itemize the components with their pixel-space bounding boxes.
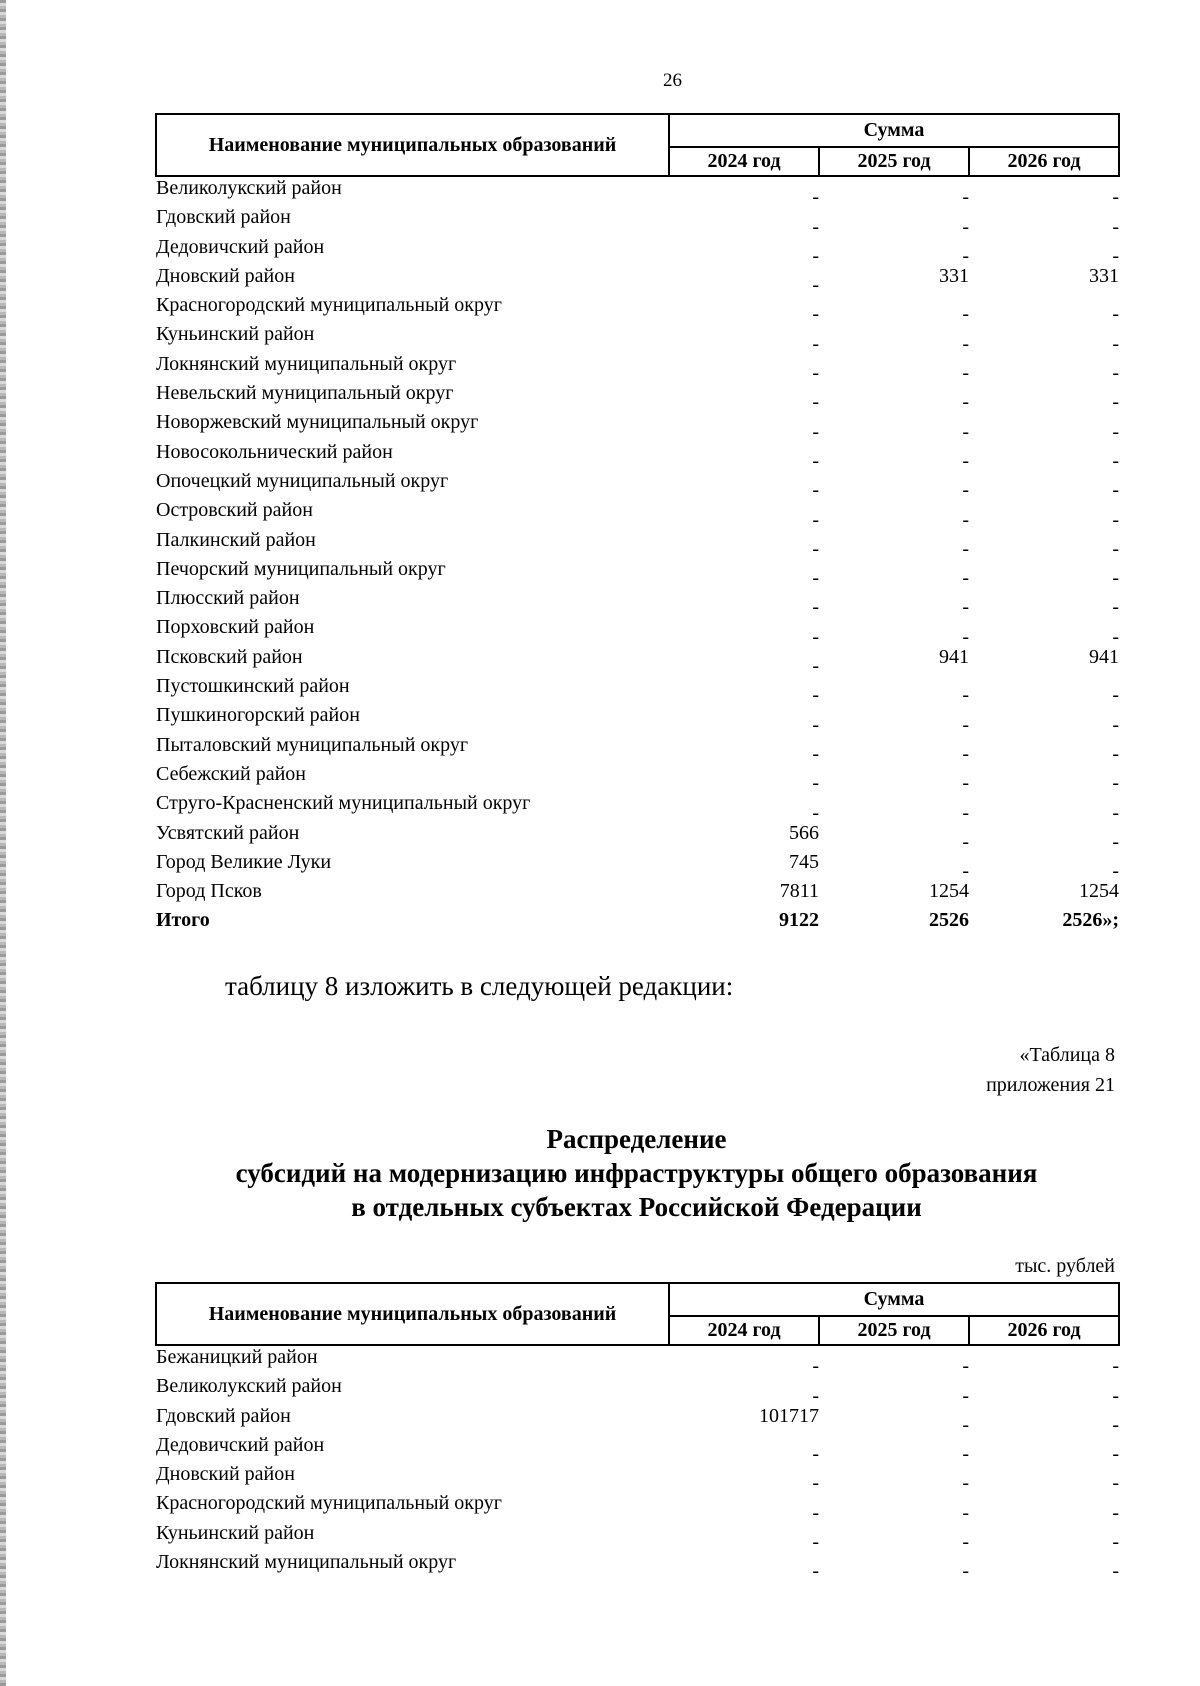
amount-2026: - [1112, 713, 1120, 736]
amount-2026: - [1112, 420, 1120, 443]
amount-2025: 941 [939, 645, 969, 668]
table-row [156, 675, 1119, 704]
header-name-column: Наименование муниципальных образований [156, 1283, 669, 1345]
table-row [156, 616, 1119, 645]
table-row [156, 646, 1119, 675]
amount-2025: 331 [939, 264, 969, 287]
table-2 [155, 1282, 1120, 1583]
amount-2025: - [962, 742, 969, 765]
amount-2026: - [1112, 742, 1120, 765]
amount-2024: - [812, 449, 819, 472]
amount-2024: - [812, 420, 819, 443]
amount-2026: - [1112, 772, 1120, 795]
amount-2026: - [1112, 1560, 1120, 1583]
amount-2026: - [1112, 567, 1120, 590]
amount-2026: - [1112, 508, 1120, 531]
header-year-2025: 2025 год [819, 1316, 969, 1345]
municipality-name: Порховский район [156, 616, 315, 639]
table-row [156, 1375, 1119, 1404]
amount-2026: 941 [1089, 645, 1120, 668]
table-row [156, 558, 1119, 587]
table-1 [155, 113, 1120, 939]
municipality-name: Куньинский район [156, 323, 315, 346]
table-row [156, 323, 1119, 352]
amount-2024: - [812, 508, 819, 531]
amount-2026: - [1112, 684, 1120, 707]
municipality-name: Палкинский район [156, 528, 316, 551]
amount-2024: 745 [789, 850, 819, 873]
amount-2025: 2526 [929, 909, 969, 932]
header-name-column: Наименование муниципальных образований [156, 114, 669, 176]
amount-2026: - [1112, 1501, 1120, 1524]
amount-2024: - [812, 684, 819, 707]
section-heading [155, 1122, 1118, 1224]
table-row [156, 265, 1119, 294]
amount-2026: - [1112, 537, 1120, 560]
amount-2024: - [812, 655, 819, 678]
units-label: тыс. рублей [1015, 1255, 1115, 1277]
municipality-name: Дновский район [156, 1463, 295, 1486]
table-label-line-2: приложения 21 [986, 1074, 1115, 1096]
heading-line-2: субсидий на модернизацию инфраструктуры общего образования [235, 1158, 1038, 1188]
header-sum: Сумма [669, 114, 1119, 147]
amount-2024: - [812, 332, 819, 355]
table-label-line-1: «Таблица 8 [1019, 1044, 1115, 1066]
amount-2024: - [812, 742, 819, 765]
table-row [156, 206, 1119, 235]
amount-2025: - [962, 1472, 969, 1495]
amount-2025: - [962, 420, 969, 443]
amount-2026: - [1112, 1384, 1120, 1407]
amount-2024: - [812, 1443, 819, 1466]
amount-2026: - [1112, 1472, 1120, 1495]
table-row [156, 176, 1119, 206]
municipality-name: Новосокольнический район [156, 440, 393, 463]
table-row [156, 587, 1119, 616]
heading-line-1: Распределение [546, 1124, 727, 1154]
table-row [156, 382, 1119, 411]
amount-2026: - [1112, 1443, 1120, 1466]
municipality-name: Пыталовский муниципальный округ [156, 733, 469, 756]
instruction-text: таблицу 8 изложить в следующей редакции: [225, 971, 734, 1001]
municipality-name: Невельский муниципальный округ [156, 382, 454, 405]
amount-2024: - [812, 625, 819, 648]
amount-2024: 9122 [779, 909, 819, 932]
municipality-name: Бежаницкий район [156, 1346, 318, 1368]
amount-2026: - [1112, 801, 1120, 824]
header-year-2026: 2026 год [969, 147, 1119, 176]
amount-2025: - [962, 1560, 969, 1583]
amount-2026: - [1112, 479, 1120, 502]
municipality-name: Город Великие Луки [156, 850, 332, 873]
amount-2024: - [812, 537, 819, 560]
amount-2025: 1254 [929, 880, 969, 903]
table-2-body [156, 1345, 1120, 1583]
header-year-2025: 2025 год [819, 147, 969, 176]
amount-2026: 1254 [1079, 880, 1120, 903]
amount-2024: - [812, 713, 819, 736]
table-row [156, 704, 1119, 733]
amount-2026: - [1112, 1531, 1120, 1554]
amount-2025: - [962, 186, 969, 209]
amount-2024: - [812, 479, 819, 502]
amount-2026: - [1112, 303, 1120, 326]
amount-2025: - [962, 772, 969, 795]
amount-2026: 331 [1089, 264, 1120, 287]
amount-2024: - [812, 1531, 819, 1554]
amount-2024: - [812, 1501, 819, 1524]
header-year-2024: 2024 год [669, 147, 819, 176]
table-label [986, 1040, 1115, 1100]
municipality-name: Красногородский муниципальный округ [156, 294, 502, 317]
amount-2025: - [962, 830, 969, 853]
amount-2025: - [962, 362, 969, 385]
page-number: 26 [663, 70, 682, 91]
table-row [156, 294, 1119, 323]
amount-2024: - [812, 1472, 819, 1495]
table-row [156, 499, 1119, 528]
municipality-name: Печорский муниципальный округ [156, 557, 446, 580]
table-row [156, 1551, 1119, 1580]
header-year-2024: 2024 год [669, 1316, 819, 1345]
amount-2025: - [962, 508, 969, 531]
amount-2024: 566 [789, 821, 819, 844]
table-row [156, 470, 1119, 499]
amount-2024: - [812, 1384, 819, 1407]
municipality-name: Гдовский район [156, 206, 291, 229]
municipality-name: Гдовский район [156, 1404, 291, 1427]
table-row [156, 734, 1119, 763]
header-sum: Сумма [669, 1283, 1119, 1316]
amount-2025: - [962, 684, 969, 707]
amount-2025: - [962, 303, 969, 326]
table-row [156, 763, 1119, 792]
amount-2024: - [812, 391, 819, 414]
table-row [156, 1345, 1119, 1375]
amount-2025: - [962, 479, 969, 502]
municipality-name: Плюсский район [156, 587, 300, 610]
table-row [156, 851, 1119, 880]
amount-2024: 101717 [759, 1404, 819, 1427]
header-year-2026: 2026 год [969, 1316, 1119, 1345]
amount-2026: - [1112, 1355, 1120, 1378]
amount-2024: - [812, 1560, 819, 1583]
amount-2025: - [962, 625, 969, 648]
table-1-body [156, 176, 1119, 939]
amount-2026: - [1112, 449, 1120, 472]
amount-2024: - [812, 801, 819, 824]
amount-2025: - [962, 391, 969, 414]
amount-2025: - [962, 215, 969, 238]
municipality-name: Пушкиногорский район [156, 704, 360, 727]
heading-line-3: в отдельных субъектах Российской Федерации [351, 1192, 922, 1222]
amount-2026: - [1112, 215, 1120, 238]
municipality-name: Итого [156, 909, 210, 932]
amount-2025: - [962, 860, 969, 883]
table-row [156, 441, 1119, 470]
amount-2024: - [812, 244, 819, 267]
amount-2026: - [1112, 391, 1120, 414]
municipality-name: Опочецкий муниципальный округ [156, 469, 449, 492]
municipality-name: Дновский район [156, 264, 295, 287]
table-row [156, 1522, 1119, 1551]
table-row [156, 529, 1119, 558]
amount-2024: - [812, 215, 819, 238]
amount-2026: - [1112, 860, 1120, 883]
amount-2025: - [962, 1531, 969, 1554]
amount-2024: - [812, 303, 819, 326]
amount-2026: - [1112, 830, 1120, 853]
municipality-name: Красногородский муниципальный округ [156, 1492, 502, 1515]
amount-2024: 7811 [779, 880, 819, 903]
amount-2024: - [812, 1355, 819, 1378]
municipality-name: Великолукский район [156, 1375, 342, 1398]
amount-2026: 2526»; [1062, 909, 1120, 932]
municipality-name: Дедовичский район [156, 1433, 325, 1456]
amount-2026: - [1112, 186, 1120, 209]
amount-2026: - [1112, 244, 1120, 267]
municipality-name: Себежский район [156, 762, 306, 785]
municipality-name: Город Псков [156, 880, 262, 903]
table-row [156, 880, 1119, 909]
municipality-name: Пустошкинский район [156, 675, 350, 698]
amount-2025: - [962, 567, 969, 590]
municipality-name: Новоржевский муниципальный округ [156, 411, 479, 434]
municipality-name: Островский район [156, 499, 313, 522]
table-row [156, 1463, 1119, 1492]
municipality-name: Струго-Красненский муниципальный округ [156, 792, 531, 815]
amount-2025: - [962, 537, 969, 560]
table-row [156, 236, 1119, 265]
amount-2024: - [812, 186, 819, 209]
municipality-name: Локнянский муниципальный округ [156, 1551, 457, 1574]
table-row [156, 1434, 1119, 1463]
amount-2026: - [1112, 625, 1120, 648]
amount-2025: - [962, 1501, 969, 1524]
amount-2026: - [1112, 362, 1120, 385]
amount-2025: - [962, 1355, 969, 1378]
amount-2025: - [962, 1443, 969, 1466]
table-row [156, 1405, 1119, 1434]
amount-2024: - [812, 596, 819, 619]
table-row [156, 411, 1119, 440]
amount-2024: - [812, 274, 819, 297]
amount-2025: - [962, 449, 969, 472]
municipality-name: Куньинский район [156, 1521, 315, 1544]
municipality-name: Усвятский район [156, 821, 300, 844]
municipality-name: Локнянский муниципальный округ [156, 352, 457, 375]
table-row [156, 353, 1119, 382]
amount-2025: - [962, 713, 969, 736]
total-row [156, 909, 1119, 938]
municipality-name: Псковский район [156, 645, 303, 668]
table-row [156, 822, 1119, 851]
amount-2024: - [812, 772, 819, 795]
amount-2025: - [962, 1384, 969, 1407]
amount-2026: - [1112, 332, 1120, 355]
amount-2026: - [1112, 1413, 1120, 1436]
municipality-name: Дедовичский район [156, 235, 325, 258]
amount-2025: - [962, 332, 969, 355]
municipality-name: Великолукский район [156, 177, 342, 199]
amount-2025: - [962, 596, 969, 619]
table-row [156, 1492, 1119, 1521]
amount-2024: - [812, 362, 819, 385]
scanned-page-edge [0, 0, 6, 1686]
amount-2024: - [812, 567, 819, 590]
amount-2025: - [962, 244, 969, 267]
amount-2025: - [962, 1413, 969, 1436]
amount-2026: - [1112, 596, 1120, 619]
table-row [156, 792, 1119, 821]
amount-2025: - [962, 801, 969, 824]
